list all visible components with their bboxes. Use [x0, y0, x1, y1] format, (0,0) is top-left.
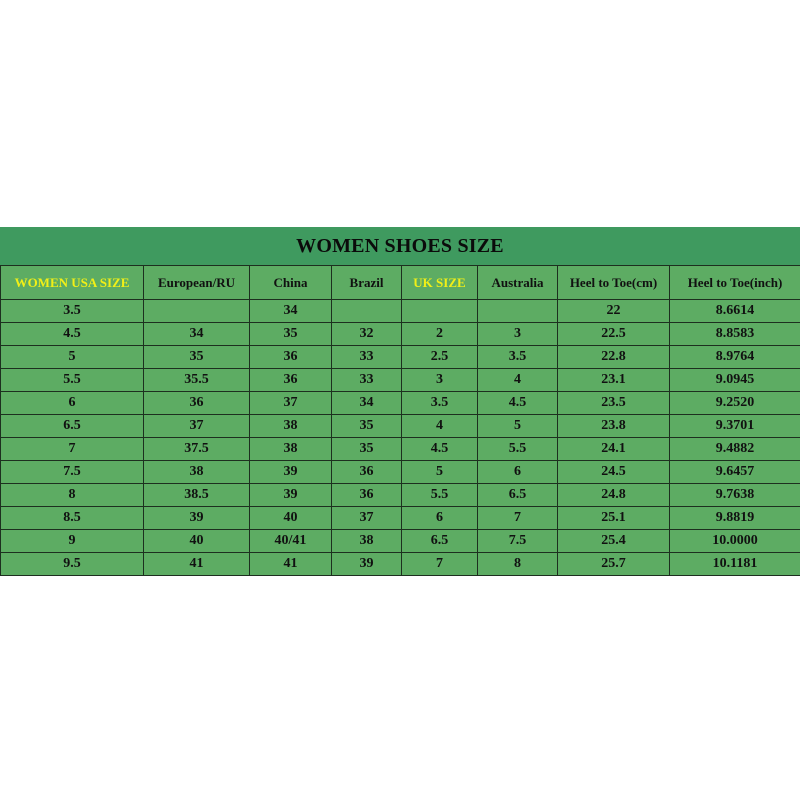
cell-european-ru: 40 — [144, 530, 250, 553]
cell-china: 38 — [250, 438, 332, 461]
cell-uk-size: 3 — [402, 369, 478, 392]
cell-heel-toe-inch: 10.0000 — [670, 530, 800, 553]
cell-australia: 8 — [478, 553, 558, 576]
cell-australia: 7 — [478, 507, 558, 530]
cell-usa-size: 3.5 — [1, 300, 144, 323]
cell-australia: 4 — [478, 369, 558, 392]
cell-usa-size: 7.5 — [1, 461, 144, 484]
header-heel-toe-inch: Heel to Toe(inch) — [670, 266, 800, 300]
cell-brazil: 36 — [332, 461, 402, 484]
cell-heel-toe-cm: 24.8 — [558, 484, 670, 507]
table-row — [1, 323, 800, 346]
cell-european-ru: 35.5 — [144, 369, 250, 392]
cell-brazil: 39 — [332, 553, 402, 576]
cell-heel-toe-inch: 8.9764 — [670, 346, 800, 369]
cell-china: 37 — [250, 392, 332, 415]
table-row — [1, 461, 800, 484]
cell-uk-size: 6.5 — [402, 530, 478, 553]
cell-european-ru: 37.5 — [144, 438, 250, 461]
cell-australia: 7.5 — [478, 530, 558, 553]
cell-heel-toe-cm: 25.7 — [558, 553, 670, 576]
cell-brazil: 34 — [332, 392, 402, 415]
cell-european-ru: 38.5 — [144, 484, 250, 507]
header-uk-size: UK SIZE — [402, 266, 478, 300]
cell-heel-toe-cm: 23.8 — [558, 415, 670, 438]
cell-china: 39 — [250, 484, 332, 507]
table-row — [1, 530, 800, 553]
cell-heel-toe-cm: 23.1 — [558, 369, 670, 392]
header-usa-size: WOMEN USA SIZE — [1, 266, 144, 300]
cell-usa-size: 8 — [1, 484, 144, 507]
size-table — [0, 265, 800, 576]
table-row — [1, 415, 800, 438]
cell-heel-toe-inch: 8.8583 — [670, 323, 800, 346]
cell-heel-toe-cm: 22 — [558, 300, 670, 323]
cell-european-ru — [144, 300, 250, 323]
table-row — [1, 346, 800, 369]
cell-heel-toe-inch: 9.8819 — [670, 507, 800, 530]
cell-european-ru: 35 — [144, 346, 250, 369]
cell-european-ru: 41 — [144, 553, 250, 576]
cell-european-ru: 34 — [144, 323, 250, 346]
cell-uk-size: 7 — [402, 553, 478, 576]
cell-uk-size: 5.5 — [402, 484, 478, 507]
cell-australia: 5.5 — [478, 438, 558, 461]
header-brazil: Brazil — [332, 266, 402, 300]
cell-heel-toe-cm: 24.5 — [558, 461, 670, 484]
cell-european-ru: 39 — [144, 507, 250, 530]
table-row — [1, 507, 800, 530]
cell-australia: 6 — [478, 461, 558, 484]
cell-china: 40/41 — [250, 530, 332, 553]
cell-heel-toe-cm: 23.5 — [558, 392, 670, 415]
cell-heel-toe-inch: 9.6457 — [670, 461, 800, 484]
cell-uk-size: 4.5 — [402, 438, 478, 461]
table-row — [1, 438, 800, 461]
cell-heel-toe-cm: 22.8 — [558, 346, 670, 369]
cell-australia: 6.5 — [478, 484, 558, 507]
cell-china: 38 — [250, 415, 332, 438]
cell-usa-size: 4.5 — [1, 323, 144, 346]
cell-uk-size: 2.5 — [402, 346, 478, 369]
table-row — [1, 484, 800, 507]
cell-heel-toe-inch: 9.7638 — [670, 484, 800, 507]
cell-brazil: 35 — [332, 438, 402, 461]
cell-china: 40 — [250, 507, 332, 530]
cell-heel-toe-cm: 25.1 — [558, 507, 670, 530]
cell-usa-size: 6.5 — [1, 415, 144, 438]
size-chart — [0, 227, 800, 576]
cell-heel-toe-cm: 24.1 — [558, 438, 670, 461]
cell-heel-toe-inch: 9.4882 — [670, 438, 800, 461]
cell-china: 35 — [250, 323, 332, 346]
cell-china: 34 — [250, 300, 332, 323]
cell-brazil: 37 — [332, 507, 402, 530]
cell-china: 36 — [250, 369, 332, 392]
cell-heel-toe-inch: 10.1181 — [670, 553, 800, 576]
cell-uk-size: 6 — [402, 507, 478, 530]
cell-heel-toe-cm: 22.5 — [558, 323, 670, 346]
cell-australia: 5 — [478, 415, 558, 438]
cell-usa-size: 6 — [1, 392, 144, 415]
cell-brazil: 32 — [332, 323, 402, 346]
table-row — [1, 553, 800, 576]
cell-china: 39 — [250, 461, 332, 484]
cell-usa-size: 8.5 — [1, 507, 144, 530]
cell-uk-size: 2 — [402, 323, 478, 346]
cell-heel-toe-inch: 9.2520 — [670, 392, 800, 415]
header-china: China — [250, 266, 332, 300]
cell-usa-size: 7 — [1, 438, 144, 461]
cell-brazil: 38 — [332, 530, 402, 553]
cell-heel-toe-inch: 9.0945 — [670, 369, 800, 392]
cell-australia: 3 — [478, 323, 558, 346]
header-australia: Australia — [478, 266, 558, 300]
cell-heel-toe-inch: 9.3701 — [670, 415, 800, 438]
cell-uk-size: 3.5 — [402, 392, 478, 415]
cell-usa-size: 9 — [1, 530, 144, 553]
cell-heel-toe-inch: 8.6614 — [670, 300, 800, 323]
cell-uk-size: 4 — [402, 415, 478, 438]
cell-usa-size: 9.5 — [1, 553, 144, 576]
cell-china: 41 — [250, 553, 332, 576]
table-row — [1, 300, 800, 323]
cell-brazil: 35 — [332, 415, 402, 438]
size-rows — [1, 300, 800, 576]
cell-brazil: 33 — [332, 346, 402, 369]
cell-china: 36 — [250, 346, 332, 369]
table-row — [1, 392, 800, 415]
chart-title: WOMEN SHOES SIZE — [0, 227, 800, 265]
header-row — [1, 266, 800, 300]
cell-uk-size: 5 — [402, 461, 478, 484]
cell-brazil: 33 — [332, 369, 402, 392]
cell-brazil — [332, 300, 402, 323]
cell-brazil: 36 — [332, 484, 402, 507]
cell-australia: 4.5 — [478, 392, 558, 415]
cell-uk-size — [402, 300, 478, 323]
cell-european-ru: 36 — [144, 392, 250, 415]
cell-european-ru: 38 — [144, 461, 250, 484]
table-row — [1, 369, 800, 392]
cell-european-ru: 37 — [144, 415, 250, 438]
cell-usa-size: 5.5 — [1, 369, 144, 392]
cell-australia: 3.5 — [478, 346, 558, 369]
cell-usa-size: 5 — [1, 346, 144, 369]
cell-australia — [478, 300, 558, 323]
header-european-ru: European/RU — [144, 266, 250, 300]
cell-heel-toe-cm: 25.4 — [558, 530, 670, 553]
header-heel-toe-cm: Heel to Toe(cm) — [558, 266, 670, 300]
